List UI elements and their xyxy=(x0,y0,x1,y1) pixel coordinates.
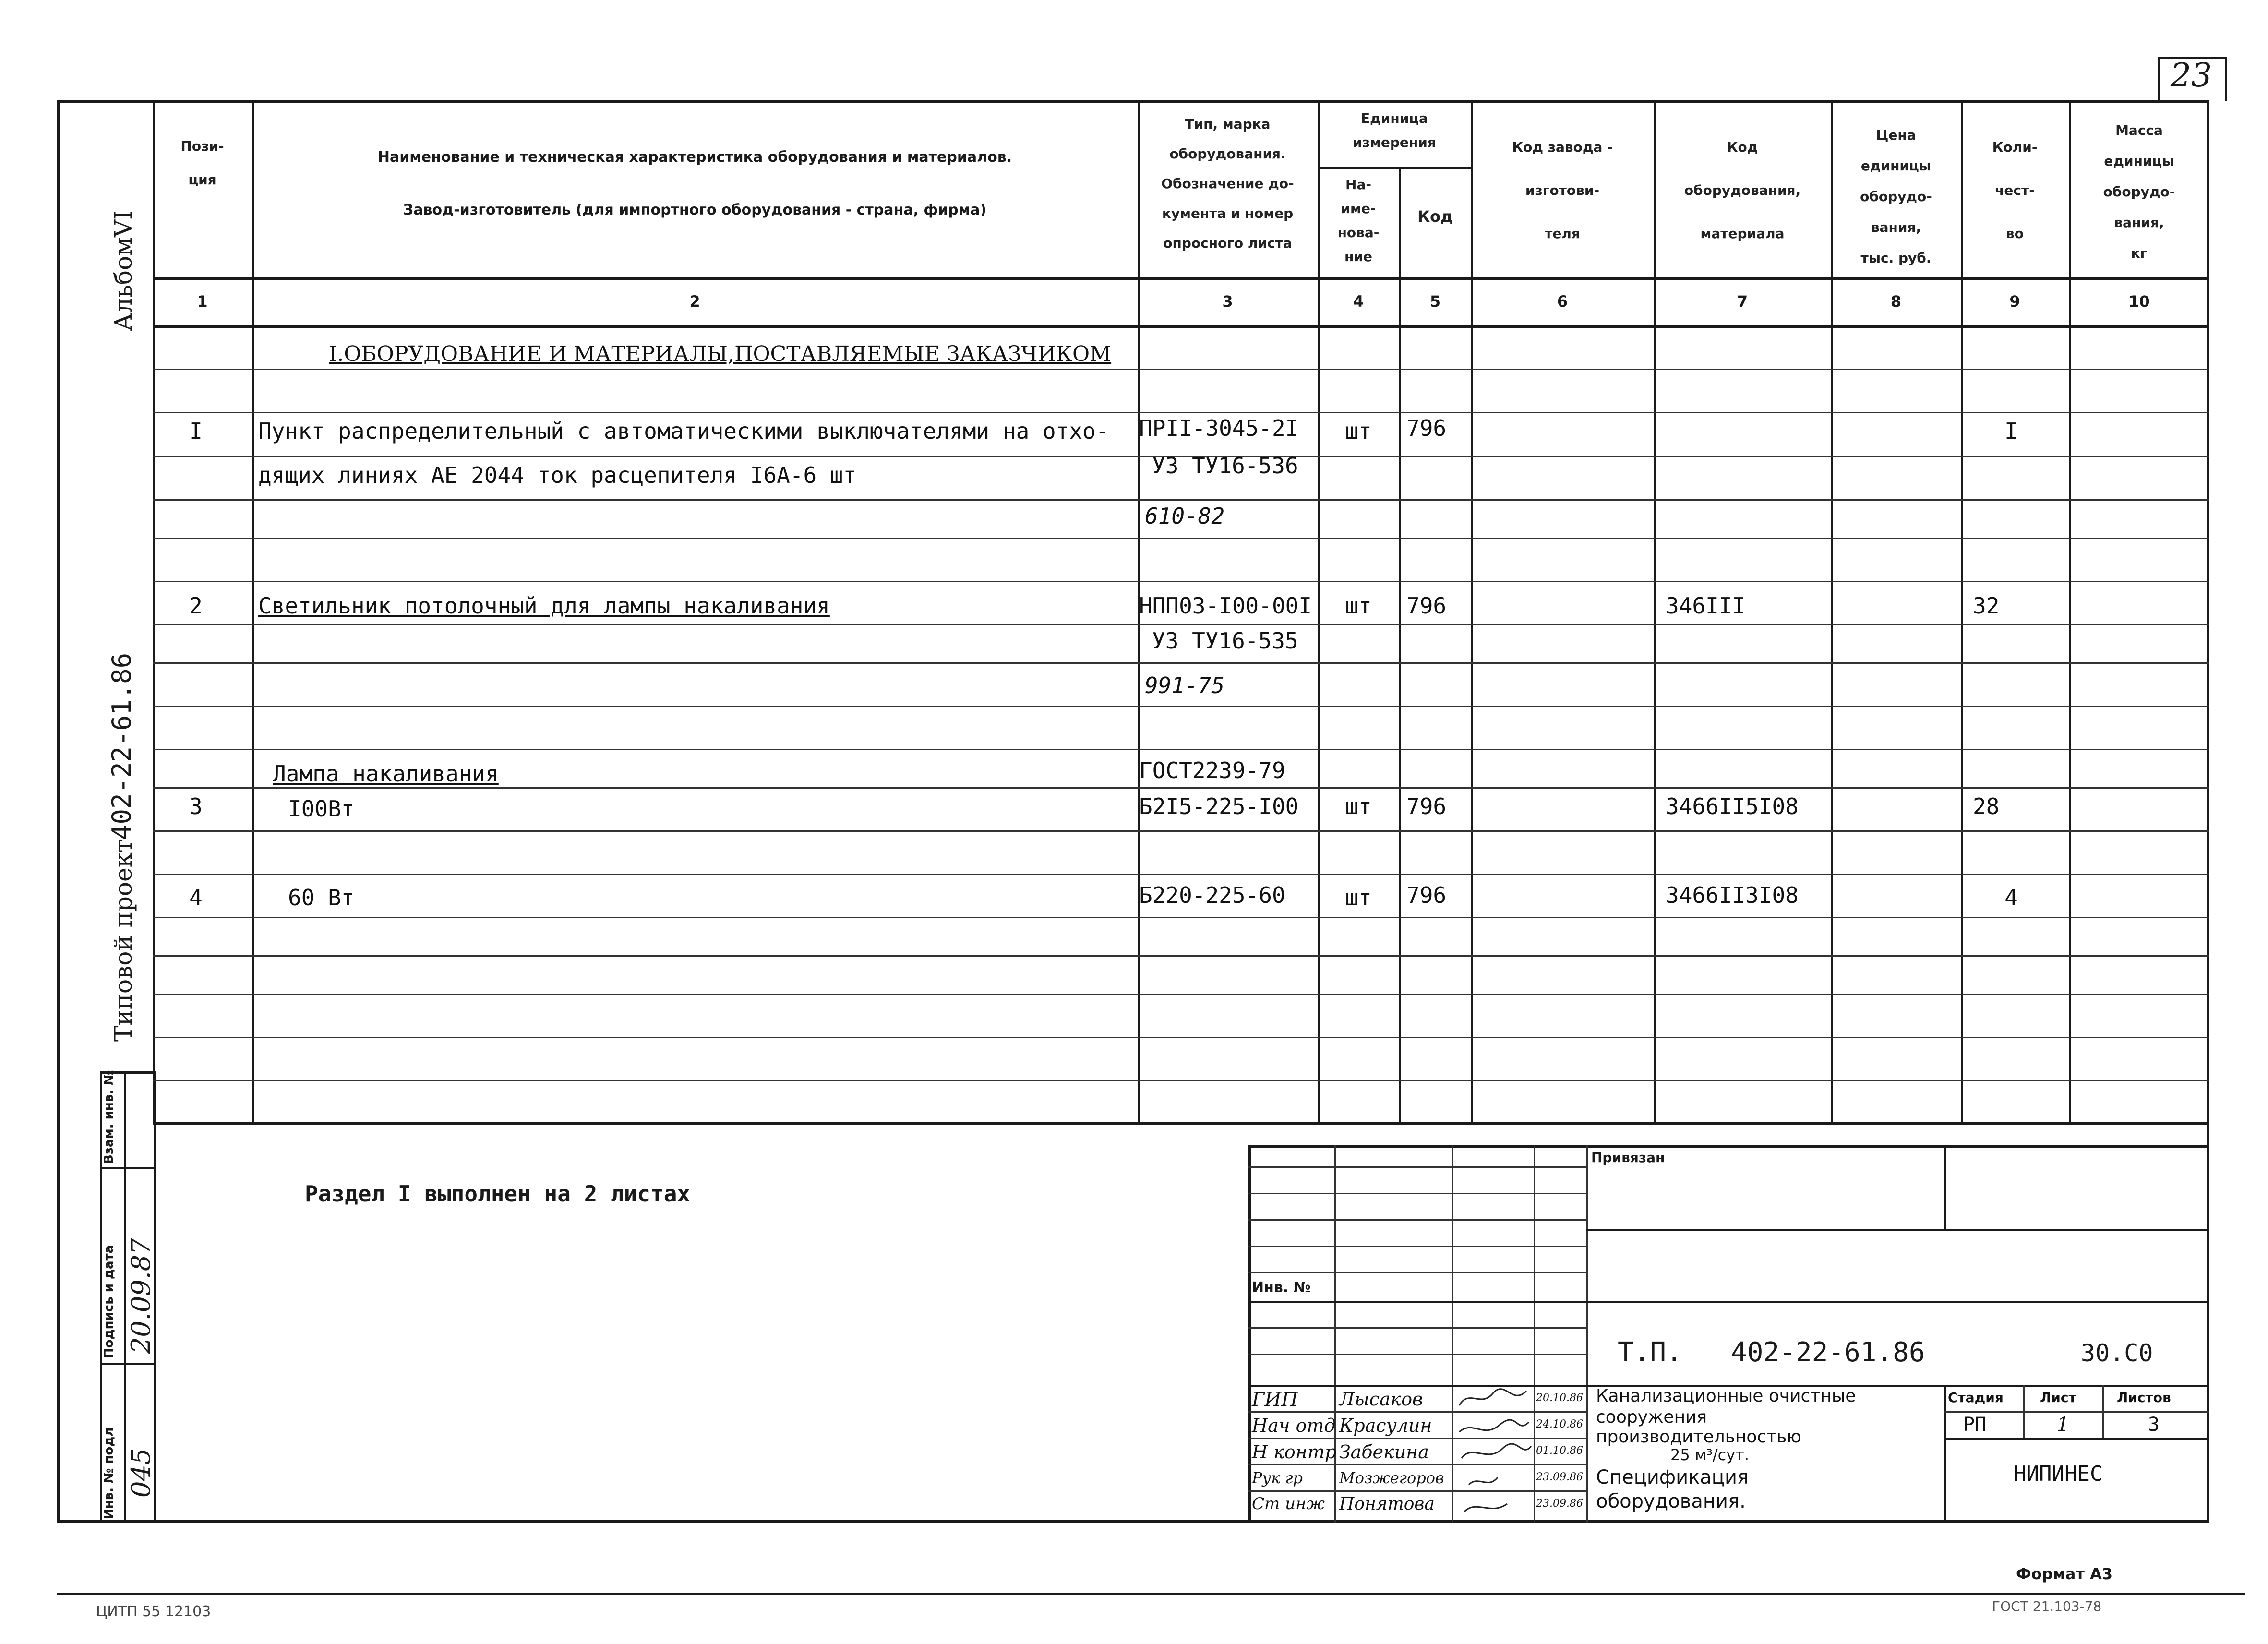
row-code: 796 xyxy=(1406,415,1447,441)
privyazan-label: Привязан xyxy=(1591,1150,1665,1165)
outer-bottom-line xyxy=(57,1593,2245,1595)
project-label: Типовой проект xyxy=(109,839,137,1042)
row-qty: I xyxy=(2004,418,2018,444)
footer-left: ЦИТП 55 12103 xyxy=(96,1603,211,1620)
row-equip: 3466II5I08 xyxy=(1666,793,1799,819)
row-pos: 3 xyxy=(189,793,203,819)
org-name: НИПИНЕС xyxy=(2014,1462,2103,1486)
sign-role: ГИП xyxy=(1252,1389,1298,1411)
sign-date: 20.10.86 xyxy=(1536,1392,1583,1404)
row-unit: шт xyxy=(1345,593,1372,619)
colnum-1: 1 xyxy=(197,292,208,311)
stage-label: Стадия xyxy=(1948,1390,2004,1405)
row-qty: 32 xyxy=(1973,593,2000,619)
sign-name: Мозжегоров xyxy=(1339,1469,1444,1487)
row-equip: 346III xyxy=(1666,593,1746,619)
sheets-value: 3 xyxy=(2148,1414,2160,1436)
row-name: дящих линиях АЕ 2044 ток расцепителя I6A-6 шт xyxy=(258,462,857,488)
sign-name: Понятова xyxy=(1339,1494,1435,1514)
header-qty: Коли- чест- во xyxy=(1992,139,2038,241)
header-equip-code: Код оборудования, материала xyxy=(1684,139,1801,241)
header-name-line2: Завод-изготовитель (для импортного оборудования - страна, фирма) xyxy=(403,202,987,218)
row-pos: 4 xyxy=(189,885,203,911)
sign-date: 24.10.86 xyxy=(1536,1418,1583,1430)
row-unit: шт xyxy=(1345,418,1372,444)
header-name-line1: Наименование и техническая характеристика оборудования и материалов. xyxy=(377,149,1012,166)
sign-date: 01.10.86 xyxy=(1536,1445,1583,1457)
doc-title-line-1: Канализационные очистные xyxy=(1596,1386,1856,1406)
sign-role: Рук гр xyxy=(1252,1469,1303,1487)
row-type: ГОСТ2239-79 xyxy=(1139,757,1285,783)
row-type: Б2I5-225-I00 xyxy=(1139,793,1299,819)
sign-role: Н контр xyxy=(1252,1441,1337,1463)
colnum-5: 5 xyxy=(1429,292,1441,311)
colnum-9: 9 xyxy=(2009,292,2020,311)
album-label: АльбомVI xyxy=(109,210,137,331)
header-factory-code: Код завода - изготови- теля xyxy=(1512,139,1613,241)
sign-name: Забекина xyxy=(1339,1441,1429,1463)
row-type: 991-75 xyxy=(1145,672,1225,698)
section-title: I.ОБОРУДОВАНИЕ И МАТЕРИАЛЫ,ПОСТАВЛЯЕМЫЕ ЗАКАЗЧИКОМ xyxy=(329,342,1112,366)
colnum-6: 6 xyxy=(1557,292,1568,311)
header-type: Тип, марка оборудования. Обозначение до- кумента и номер опросного листа xyxy=(1161,116,1294,251)
sign-date: 23.09.86 xyxy=(1536,1471,1583,1483)
row-type: Б220-225-60 xyxy=(1139,882,1285,908)
stamp-inv-label: Инв. № подл xyxy=(102,1427,116,1519)
row-equip: 3466II3I08 xyxy=(1666,882,1799,908)
header-mass: Масса единицы оборудо- вания, кг xyxy=(2103,122,2175,261)
doc-code: Т.П. 402-22-61.86 xyxy=(1618,1337,1925,1368)
row-pos: 2 xyxy=(189,593,203,619)
row-type: 610-82 xyxy=(1145,503,1225,529)
row-qty: 28 xyxy=(1973,793,2000,819)
row-type: НПП03-I00-00I xyxy=(1139,593,1312,619)
footer-right: ГОСТ 21.103-78 xyxy=(1992,1598,2102,1614)
row-name: I00Вт xyxy=(288,796,355,822)
sign-name: Лысаков xyxy=(1339,1389,1423,1410)
row-name: 60 Вт xyxy=(288,885,355,911)
sign-name: Красулин xyxy=(1339,1415,1432,1436)
header-unit-code: Код xyxy=(1417,207,1453,226)
colnum-2: 2 xyxy=(689,292,700,311)
row-type: УЗ ТУ16-535 xyxy=(1152,628,1298,654)
footer-format: Формат А3 xyxy=(2016,1565,2113,1583)
doc-suffix: 30.C0 xyxy=(2081,1339,2153,1367)
stamp-inv-value: 045 xyxy=(126,1448,156,1498)
row-code: 796 xyxy=(1406,882,1447,908)
colnum-10: 10 xyxy=(2128,292,2150,311)
doc-title-line-2: сооружения xyxy=(1596,1407,1707,1427)
section-note: Раздел I выполнен на 2 листах xyxy=(305,1181,691,1207)
sheet-label: Лист xyxy=(2040,1390,2076,1405)
row-code: 796 xyxy=(1406,593,1447,619)
sign-role: Ст инж xyxy=(1252,1494,1325,1513)
sign-role: Нач отд xyxy=(1252,1415,1336,1436)
sheets-label: Листов xyxy=(2117,1390,2171,1405)
stage-value: РП xyxy=(1963,1414,1987,1436)
row-name: Пункт распределительный с автоматическими выключателями на отхо- xyxy=(258,418,1109,444)
colnum-3: 3 xyxy=(1222,292,1233,311)
colnum-4: 4 xyxy=(1353,292,1364,311)
stamp-vzam-label: Взам. инв. № xyxy=(102,1070,116,1164)
row-pos: I xyxy=(189,418,203,444)
sheet-value: 1 xyxy=(2057,1414,2069,1436)
row-code: 796 xyxy=(1406,793,1447,819)
doc-title-line-3: производительностью xyxy=(1596,1427,1801,1447)
header-unit-group: Единица измерения xyxy=(1353,110,1436,150)
doc-title-line-4: 25 м³/сут. xyxy=(1670,1446,1749,1464)
header-pos: Пози- ция xyxy=(180,138,224,188)
sign-date: 23.09.86 xyxy=(1536,1498,1583,1510)
row-qty: 4 xyxy=(2004,885,2018,911)
doc-title-line-6: оборудования. xyxy=(1596,1490,1746,1512)
colnum-8: 8 xyxy=(1890,292,1902,311)
row-name: Лампа накаливания xyxy=(273,761,499,787)
header-price: Цена единицы оборудо- вания, тыс. руб. xyxy=(1860,127,1932,266)
colnum-7: 7 xyxy=(1737,292,1748,311)
stamp-sign-value: 20.09.87 xyxy=(126,1238,156,1354)
row-unit: шт xyxy=(1345,793,1372,819)
row-type: ПРII-3045-2I xyxy=(1139,415,1299,441)
signature-scribbles xyxy=(1454,1386,1534,1521)
page-number: 23 xyxy=(2170,57,2212,95)
row-type: УЗ ТУ16-536 xyxy=(1152,453,1298,479)
inv-no-label: Инв. № xyxy=(1252,1279,1311,1296)
row-unit: шт xyxy=(1345,885,1372,911)
stamp-sign-label: Подпись и дата xyxy=(102,1245,116,1358)
doc-title-line-5: Спецификация xyxy=(1596,1466,1749,1488)
row-name: Светильник потолочный для лампы накаливания xyxy=(258,593,830,619)
project-code: 402-22-61.86 xyxy=(107,652,137,840)
header-unit-name: На- име- нова- ние xyxy=(1337,177,1380,264)
